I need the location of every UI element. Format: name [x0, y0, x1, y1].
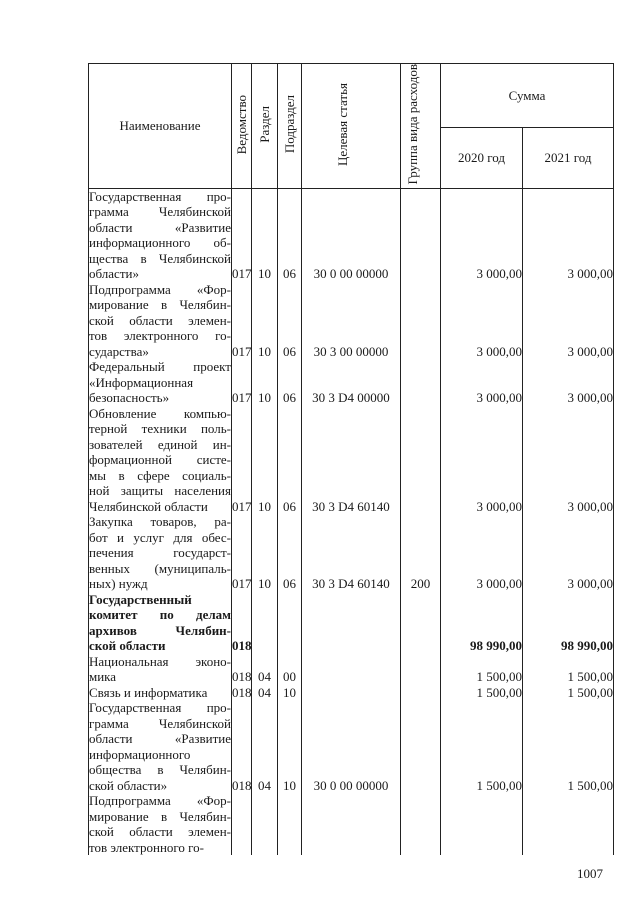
cell-name: [89, 282, 232, 360]
cell-name-line: ской области: [89, 638, 166, 654]
cell-tselevaya: 30 3 D4 60140: [302, 514, 401, 592]
cell-sum-2020: 98 990,00: [441, 592, 523, 654]
table-row: [89, 793, 614, 855]
cell-name-line: грамма Челябинской: [89, 204, 231, 220]
cell-name-line: области»: [89, 266, 139, 282]
table-row: [89, 592, 614, 654]
header-tselevaya-label: Целевая статья: [335, 82, 350, 166]
cell-tselevaya: 30 3 00 00000: [302, 282, 401, 360]
cell-sum-2021: 3 000,00: [523, 188, 614, 282]
cell-tselevaya: [302, 793, 401, 855]
cell-podrazdel: 06: [278, 188, 302, 282]
table-row: [89, 700, 614, 793]
cell-vedomstvo: [232, 793, 252, 855]
table-row: [89, 654, 614, 685]
cell-name-line: венных (муниципаль-: [89, 560, 231, 576]
cell-name: [89, 359, 232, 406]
cell-sum-2021: 3 000,00: [523, 282, 614, 360]
cell-name: [89, 592, 232, 654]
cell-name-line: сударства»: [89, 343, 149, 359]
header-razdel: [252, 64, 278, 189]
cell-name-line: безопасность»: [89, 390, 170, 406]
header-podrazdel: [278, 64, 302, 189]
cell-name-line: Национальная эконо-: [89, 653, 231, 669]
header-vedomstvo: [232, 64, 252, 189]
cell-name-line: Обновление компью-: [89, 405, 231, 421]
cell-sum-2021: 3 000,00: [523, 359, 614, 406]
cell-sum-2021: 1 500,00: [523, 700, 614, 793]
cell-podrazdel: 10: [278, 700, 302, 793]
cell-name-line: тов электронного го-: [89, 328, 231, 344]
cell-sum-2021: 1 500,00: [523, 654, 614, 685]
cell-name-line: Подпрограмма «Фор-: [89, 793, 231, 809]
cell-sum-2020: 3 000,00: [441, 188, 523, 282]
header-name: Наименование: [89, 64, 232, 189]
cell-gvr: [401, 406, 441, 515]
cell-name: [89, 514, 232, 592]
cell-vedomstvo: 018: [232, 684, 252, 700]
cell-podrazdel: [278, 793, 302, 855]
cell-name-line: мирование в Челябин-: [89, 808, 231, 824]
cell-podrazdel: 06: [278, 406, 302, 515]
cell-name-line: «Информационная: [89, 374, 194, 390]
cell-sum-2020: 1 500,00: [441, 685, 523, 701]
header-gvr: [401, 64, 441, 189]
cell-vedomstvo: 017: [232, 514, 252, 592]
cell-name-line: мы в сфере социаль-: [89, 467, 231, 483]
cell-razdel: 04: [252, 700, 278, 793]
cell-gvr: [401, 282, 441, 360]
cell-vedomstvo: 018: [232, 592, 252, 654]
cell-name-line: информационного об-: [89, 235, 231, 251]
cell-name-line: области «Развитие: [89, 219, 231, 235]
cell-name: [89, 406, 232, 515]
cell-tselevaya: 30 0 00 00000: [302, 188, 401, 282]
budget-table: [88, 63, 614, 855]
cell-sum-2020: [441, 793, 523, 855]
cell-name-line: Закупка товаров, ра-: [89, 514, 231, 530]
cell-razdel: 04: [252, 685, 278, 701]
header-podrazdel-label: Подраздел: [281, 95, 297, 154]
cell-tselevaya: 30 3 D4 00000: [302, 359, 401, 406]
cell-name-line: грамма Челябинской: [89, 715, 231, 731]
cell-name: [89, 793, 232, 855]
table-row: [89, 685, 614, 701]
cell-gvr: [401, 188, 441, 282]
cell-name-line: тов электронного го-: [89, 839, 204, 855]
cell-name: [89, 654, 232, 685]
cell-name-line: ных) нужд: [89, 576, 148, 592]
cell-gvr: [401, 700, 441, 793]
header-year-2021: 2021 год: [523, 127, 614, 188]
cell-name: [89, 700, 232, 793]
header-vedomstvo-label: Ведомство: [233, 94, 249, 154]
cell-razdel: 10: [252, 282, 278, 360]
cell-gvr: [401, 359, 441, 406]
cell-vedomstvo: 018: [232, 700, 252, 793]
table-row: [89, 282, 614, 360]
cell-name-line: формационной систе-: [89, 452, 231, 468]
cell-sum-2020: 3 000,00: [441, 282, 523, 360]
cell-sum-2021: [523, 793, 614, 855]
cell-vedomstvo: 017: [232, 359, 252, 406]
cell-name-line: Челябинской области: [89, 498, 208, 514]
cell-name-line: области «Развитие: [89, 731, 231, 747]
table-row: [89, 406, 614, 515]
header-year-2020: 2020 год: [441, 127, 523, 188]
table-row: [89, 359, 614, 406]
cell-gvr: [401, 654, 441, 685]
cell-gvr: [401, 793, 441, 855]
cell-name-line: мирование в Челябин-: [89, 297, 231, 313]
cell-podrazdel: 00: [278, 654, 302, 685]
header-tselevaya: [302, 64, 401, 189]
header-gvr-label: Группа вида расходов: [404, 64, 420, 185]
cell-podrazdel: 06: [278, 359, 302, 406]
cell-sum-2021: 98 990,00: [523, 592, 614, 654]
cell-name-line: ской области элемен-: [89, 312, 231, 328]
cell-podrazdel: 06: [278, 514, 302, 592]
cell-sum-2020: 3 000,00: [441, 514, 523, 592]
cell-tselevaya: 30 0 00 00000: [302, 700, 401, 793]
cell-name-line: комитет по делам: [89, 607, 231, 623]
cell-name-line: Государственная про-: [89, 188, 231, 204]
cell-razdel: 10: [252, 188, 278, 282]
cell-tselevaya: [302, 685, 401, 701]
cell-gvr: 200: [401, 514, 441, 592]
cell-name-line: бот и услуг для обес-: [89, 529, 231, 545]
cell-razdel: [252, 793, 278, 855]
cell-razdel: 10: [252, 514, 278, 592]
cell-sum-2020: 1 500,00: [441, 700, 523, 793]
cell-sum-2021: 3 000,00: [523, 514, 614, 592]
cell-name-line: терной техники поль-: [89, 421, 231, 437]
table-row: [89, 188, 614, 282]
cell-sum-2020: 1 500,00: [441, 654, 523, 685]
budget-table-frame: [88, 63, 613, 855]
cell-name-line: Федеральный проект: [89, 359, 231, 375]
cell-tselevaya: [302, 592, 401, 654]
cell-name-line: Государственный: [89, 591, 192, 607]
cell-name: [89, 685, 232, 701]
cell-name-line: Государственная про-: [89, 700, 231, 716]
cell-vedomstvo: 017: [232, 406, 252, 515]
cell-sum-2021: 3 000,00: [523, 406, 614, 515]
header-razdel-label: Раздел: [256, 105, 272, 143]
cell-name-line: зователей единой ин-: [89, 436, 231, 452]
cell-vedomstvo: 018: [232, 654, 252, 685]
cell-name-line: ской области элемен-: [89, 824, 231, 840]
cell-razdel: 10: [252, 406, 278, 515]
cell-podrazdel: [278, 592, 302, 654]
cell-gvr: [401, 592, 441, 654]
cell-sum-2021: 1 500,00: [523, 685, 614, 701]
cell-sum-2020: 3 000,00: [441, 406, 523, 515]
cell-name-line: мика: [89, 669, 117, 685]
cell-name-line: общества в Челябин-: [89, 762, 231, 778]
cell-razdel: [252, 592, 278, 654]
cell-name-line: Подпрограмма «Фор-: [89, 281, 231, 297]
header-summa: Сумма: [441, 64, 614, 128]
cell-razdel: 04: [252, 654, 278, 685]
cell-razdel: 10: [252, 359, 278, 406]
cell-name-line: щества в Челябинской: [89, 250, 231, 266]
cell-podrazdel: 06: [278, 282, 302, 360]
cell-tselevaya: 30 3 D4 60140: [302, 406, 401, 515]
table-row: [89, 514, 614, 592]
cell-podrazdel: 10: [278, 685, 302, 701]
cell-name-line: информационного: [89, 746, 191, 762]
cell-name: [89, 188, 232, 282]
cell-name-line: Связь и информатика: [89, 684, 208, 700]
cell-name-line: печения государст-: [89, 545, 231, 561]
cell-name-line: архивов Челябин-: [89, 622, 231, 638]
cell-gvr: [401, 685, 441, 701]
cell-name-line: ной защиты населения: [89, 483, 231, 499]
cell-tselevaya: [302, 654, 401, 685]
page-number: 1007: [577, 866, 603, 881]
cell-vedomstvo: 017: [232, 282, 252, 360]
cell-vedomstvo: 017: [232, 188, 252, 282]
cell-name-line: ской области»: [89, 777, 168, 793]
cell-sum-2020: 3 000,00: [441, 359, 523, 406]
